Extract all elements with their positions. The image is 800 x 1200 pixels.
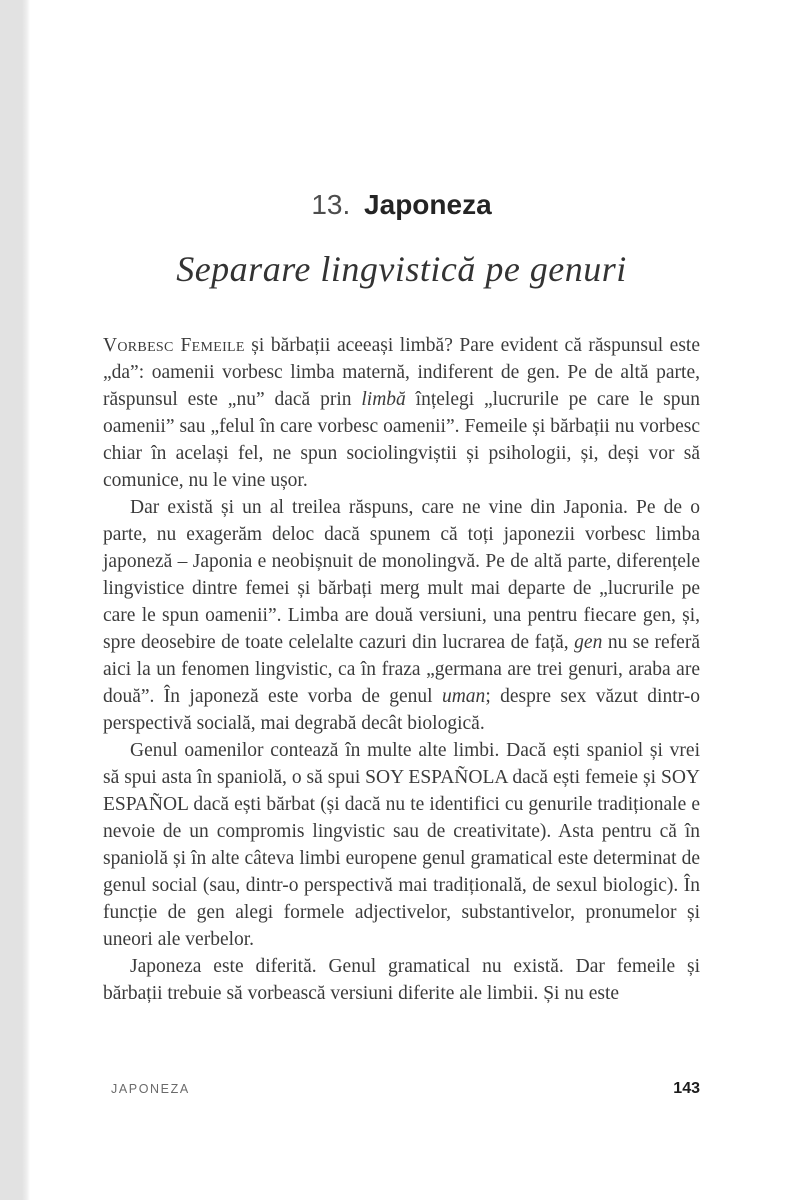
paragraph	[103, 737, 700, 953]
page-edge-shadow	[0, 0, 30, 1200]
text-segment: Genul oamenilor contează în multe alte limbi. Dacă ești spaniol și vrei să spui asta în spaniolă, o să spui SOY ESPAÑOLA dacă ești femeie și SOY ESPAÑOL dacă ești bărbat (și dacă nu te identifici cu genurile tradiționale e nevoie de un compromis lingvistic sau de creativitate). Asta pentru că în spaniolă și în alte câteva limbi europene genul gramatical este determinat de genul social (sau, dintr-o perspectivă mai tradițională, de sexul biologic). În funcție de gen alegi formele adjectivelor, substantivelor, pronumelor și uneori ale verbelor.	[103, 740, 700, 950]
chapter-header	[103, 188, 700, 290]
chapter-name: Japoneza	[364, 189, 492, 220]
text-segment: gen	[574, 632, 603, 653]
body-text	[103, 332, 700, 1007]
page-number: 143	[673, 1080, 700, 1097]
paragraph	[103, 332, 700, 494]
text-segment: înțelegi „lucrurile pe care le spun oamenii” sau „felul în care vorbesc oamenii”. Femeile și bărbații nu vorbesc chiar în același fel, ne spun sociolingviștii și psihologii, și, deși vor să comunice, nu le vine ușor.	[103, 389, 701, 491]
text-segment: nu se referă aici la un fenomen lingvistic, ca în fraza „germana are trei genuri, araba are două”. În japoneză este vorba de genul	[103, 632, 700, 707]
text-segment: Japoneza este diferită. Genul gramatical nu există. Dar femeile și bărbații trebuie să vorbească versiuni diferite ale limbii. Și nu este	[103, 956, 700, 1004]
paragraph	[103, 494, 700, 737]
text-segment: limbă	[361, 389, 406, 410]
chapter-heading	[103, 188, 700, 222]
page-content	[103, 0, 700, 1200]
text-segment: uman	[441, 686, 486, 707]
paragraph	[103, 953, 700, 1007]
text-segment: ; despre sex văzut dintr-o perspectivă socială, mai degrabă decât biologică.	[103, 686, 700, 734]
chapter-title: Separare lingvistică pe genuri	[176, 249, 627, 289]
chapter-number: 13.	[311, 189, 351, 220]
text-segment: Vorbesc Femeile	[103, 335, 245, 356]
page-footer	[103, 1080, 700, 1098]
text-segment: și bărbații aceeași limbă? Pare evident că răspunsul este „da”: oamenii vorbesc limba maternă, indiferent de gen. Pe de altă parte, răspunsul este „nu” dacă prin	[103, 335, 700, 410]
text-segment: Dar există și un al treilea răspuns, care ne vine din Japonia. Pe de o parte, nu exagerăm deloc dacă spunem că toți japonezii vorbesc limba japoneză – Japonia e neobișnuit de monolingvă. Pe de altă parte, diferențele lingvistice dintre femei și bărbați merg mult mai departe de „lucrurile pe care le spun oamenii”. Limba are două versiuni, una pentru fiecare gen, și, spre deosebire de toate celelalte cazuri din lucrarea de față,	[103, 497, 700, 653]
running-header: JAPONEZA	[111, 1082, 190, 1096]
